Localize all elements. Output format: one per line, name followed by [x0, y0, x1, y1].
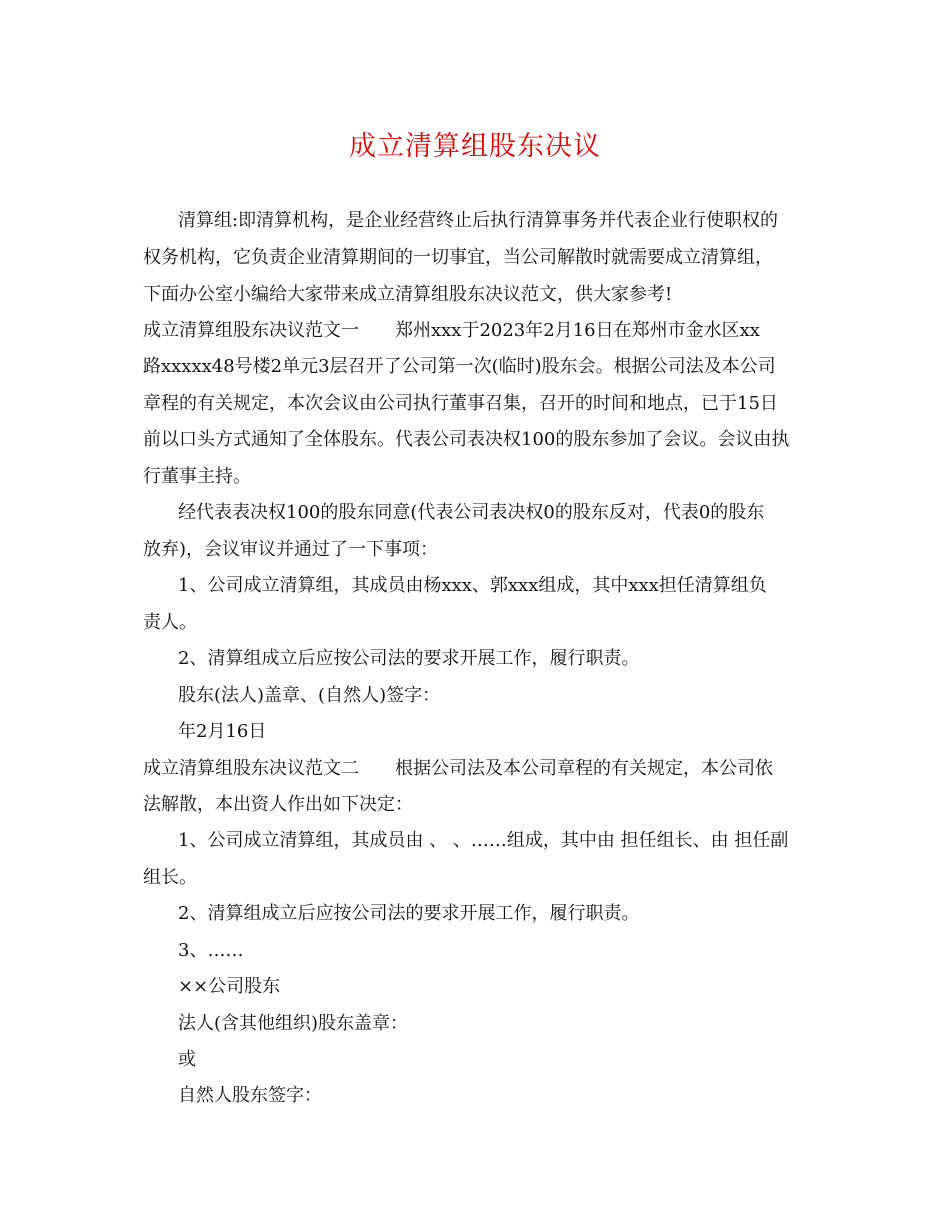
- section-2-item-1-line-1: 1、公司成立清算组，其成员由 、 、……组成，其中由 担任组长、由 担任副: [178, 830, 789, 851]
- section-1-date: 年2月16日: [178, 721, 267, 742]
- section-2-first-line: [143, 756, 773, 782]
- section-1-consent-line-1: 经代表表决权100的股东同意(代表公司表决权0的股东反对，代表0的股东: [178, 502, 765, 523]
- section-2-legal-person-seal: 法人(含其他组织)股东盖章：: [178, 1013, 409, 1034]
- intro-line-1: 清算组:即清算机构，是企业经营终止后执行清算事务并代表企业行使职权的: [178, 210, 779, 231]
- section-2-item-1-line-2: 组长。: [143, 867, 197, 888]
- section-1-line-2: 路xxxxx48号楼2单元3层召开了公司第一次(临时)股东会。根据公司法及本公司: [143, 356, 776, 377]
- section-1-item-1-line-1: 1、公司成立清算组，其成员由杨xxx、郭xxx组成，其中xxx担任清算组负: [178, 575, 767, 596]
- intro-line-2: 权务机构，它负责企业清算期间的一切事宜，当公司解散时就需要成立清算组，: [143, 247, 773, 268]
- section-1-line-3: 章程的有关规定，本次会议由公司执行董事召集，召开的时间和地点，已于15日: [143, 393, 778, 414]
- section-1-consent-line-2: 放弃)，会议审议并通过了一下事项：: [143, 539, 439, 560]
- section-1-signature: 股东(法人)盖章、(自然人)签字：: [178, 685, 441, 706]
- intro-line-3: 下面办公室小编给大家带来成立清算组股东决议范文，供大家参考!: [143, 284, 673, 305]
- section-1-first-line: [143, 318, 760, 344]
- section-2-or: 或: [178, 1049, 196, 1070]
- section-1-item-2: 2、清算组成立后应按公司法的要求开展工作，履行职责。: [178, 648, 640, 669]
- section-2-line-2: 法解散，本出资人作出如下决定：: [143, 794, 413, 815]
- section-1-line-4: 前以口头方式通知了全体股东。代表公司表决权100的股东参加了会议。会议由执: [143, 429, 790, 450]
- section-2-natural-person-signature: 自然人股东签字：: [178, 1085, 322, 1106]
- document-title: 成立清算组股东决议: [349, 131, 601, 162]
- section-1-item-1-line-2: 责人。: [143, 612, 197, 633]
- section-2-item-2: 2、清算组成立后应按公司法的要求开展工作，履行职责。: [178, 903, 640, 924]
- section-1-opening: 郑州xxx于2023年2月16日在郑州市金水区xx: [395, 320, 760, 341]
- section-2-company: ××公司股东: [178, 976, 281, 997]
- section-2-opening: 根据公司法及本公司章程的有关规定，本公司依: [395, 758, 773, 779]
- section-1-line-5: 行董事主持。: [143, 466, 251, 487]
- section-2-heading: 成立清算组股东决议范文二: [143, 758, 359, 779]
- section-1-heading: 成立清算组股东决议范文一: [143, 320, 359, 341]
- section-2-item-3: 3、……: [178, 940, 244, 961]
